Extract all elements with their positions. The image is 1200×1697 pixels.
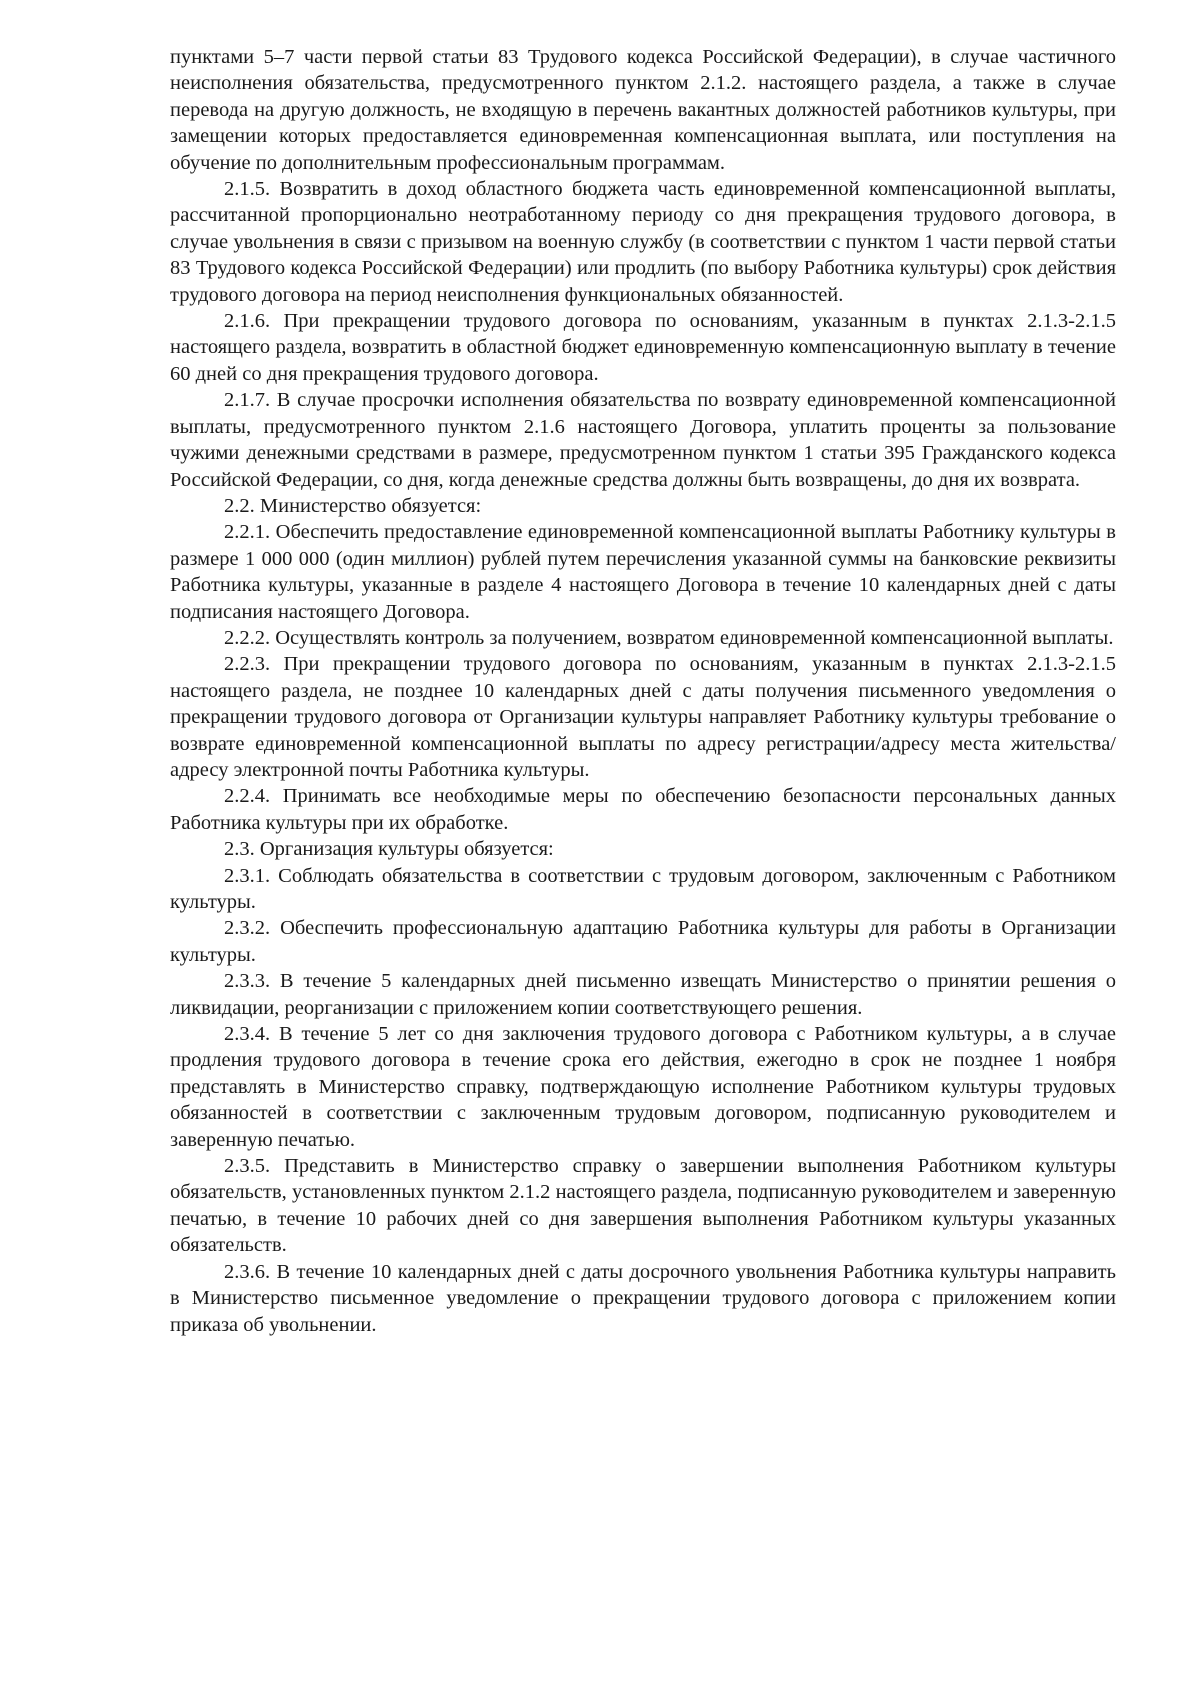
paragraph-2-1-6: 2.1.6. При прекращении трудового договора по основаниям, указанным в пунктах 2.1.3-2.1.5 настоящего раздела, возвратить в областной бюджет единовременную компенсационную выплату в течение 60 дней со дня прекращения трудового договора. bbox=[170, 310, 1116, 385]
paragraph-2-3-1: 2.3.1. Соблюдать обязательства в соответствии с трудовым договором, заключенным с Работником культуры. bbox=[170, 864, 1116, 913]
paragraph-2-3-2: 2.3.2. Обеспечить профессиональную адаптацию Работника культуры для работы в Организации культуры. bbox=[170, 917, 1116, 966]
paragraph-2-2-1: 2.2.1. Обеспечить предоставление единовременной компенсационной выплаты Работнику культуры в размере 1 000 000 (один миллион) рублей путем перечисления указанной суммы на банковские реквизиты Работника культуры, указанные в разделе 4 настоящего Договора в течение 10 календарных дней с даты подписания настоящего Договора. bbox=[170, 521, 1116, 623]
paragraph-2-3-3: 2.3.3. В течение 5 календарных дней письменно извещать Министерство о принятии решения о ликвидации, реорганизации с приложением копии соответствующего решения. bbox=[170, 970, 1116, 1019]
paragraph-2-2-2: 2.2.2. Осуществлять контроль за получением, возвратом единовременной компенсационной выплаты. bbox=[224, 626, 1114, 649]
paragraph-2-2-4: 2.2.4. Принимать все необходимые меры по обеспечению безопасности персональных данных Работника культуры при их обработке. bbox=[170, 785, 1116, 834]
section-heading-2-2: 2.2. Министерство обязуется: bbox=[224, 494, 482, 517]
paragraph-2-1-5: 2.1.5. Возвратить в доход областного бюджета часть единовременной компенсационной выплаты, рассчитанной пропорционально неотработанному периоду со дня прекращения трудового договора, в случае увольнения в связи с призывом на военную службу (в соответствии с пунктом 1 части первой статьи 83 Трудового кодекса Российской Федерации) или продлить (по выбору Работника культуры) срок действия трудового договора на период неисполнения функциональных обязанностей. bbox=[170, 178, 1116, 306]
document-page bbox=[170, 44, 1116, 1338]
paragraph-2-3-4: 2.3.4. В течение 5 лет со дня заключения трудового договора с Работником культуры, а в случае продления трудового договора в течение срока его действия, ежегодно в срок не позднее 1 ноября представлять в Министерство справку, подтверждающую исполнение Работником культуры трудовых обязанностей в соответствии с заключенным трудовым договором, подписанную руководителем и заверенную печатью. bbox=[170, 1023, 1116, 1151]
paragraph-2-2-3: 2.2.3. При прекращении трудового договора по основаниям, указанным в пунктах 2.1.3-2.1.5 настоящего раздела, не позднее 10 календарных дней с даты получения письменного уведомления о прекращении трудового договора от Организации культуры направляет Работнику культуры требование о возврате единовременной компенсационной выплаты по адресу регистрации/адресу места жительства/адресу электронной почты Работника культуры. bbox=[170, 653, 1116, 781]
paragraph-2-1-7: 2.1.7. В случае просрочки исполнения обязательства по возврату единовременной компенсационной выплаты, предусмотренного пунктом 2.1.6 настоящего Договора, уплатить проценты за пользование чужими денежными средствами в размере, предусмотренном пунктом 1 статьи 395 Гражданского кодекса Российской Федерации, со дня, когда денежные средства должны быть возвращены, до дня их возврата. bbox=[170, 389, 1116, 491]
section-heading-2-3: 2.3. Организация культуры обязуется: bbox=[224, 838, 554, 861]
paragraph-continuation: пунктами 5–7 части первой статьи 83 Трудового кодекса Российской Федерации), в случае частичного неисполнения обязательства, предусмотренного пунктом 2.1.2. настоящего раздела, а также в случае перевода на другую должность, не входящую в перечень вакантных должностей работников культуры, при замещении которых предоставляется единовременная компенсационная выплата, или поступления на обучение по дополнительным профессиональным программам. bbox=[170, 46, 1116, 174]
paragraph-2-3-5: 2.3.5. Представить в Министерство справку о завершении выполнения Работником культуры обязательств, установленных пунктом 2.1.2 настоящего раздела, подписанную руководителем и заверенную печатью, в течение 10 рабочих дней со дня завершения выполнения Работником культуры указанных обязательств. bbox=[170, 1155, 1116, 1257]
paragraph-2-3-6: 2.3.6. В течение 10 календарных дней с даты досрочного увольнения Работника культуры направить в Министерство письменное уведомление о прекращении трудового договора с приложением копии приказа об увольнении. bbox=[170, 1260, 1116, 1336]
